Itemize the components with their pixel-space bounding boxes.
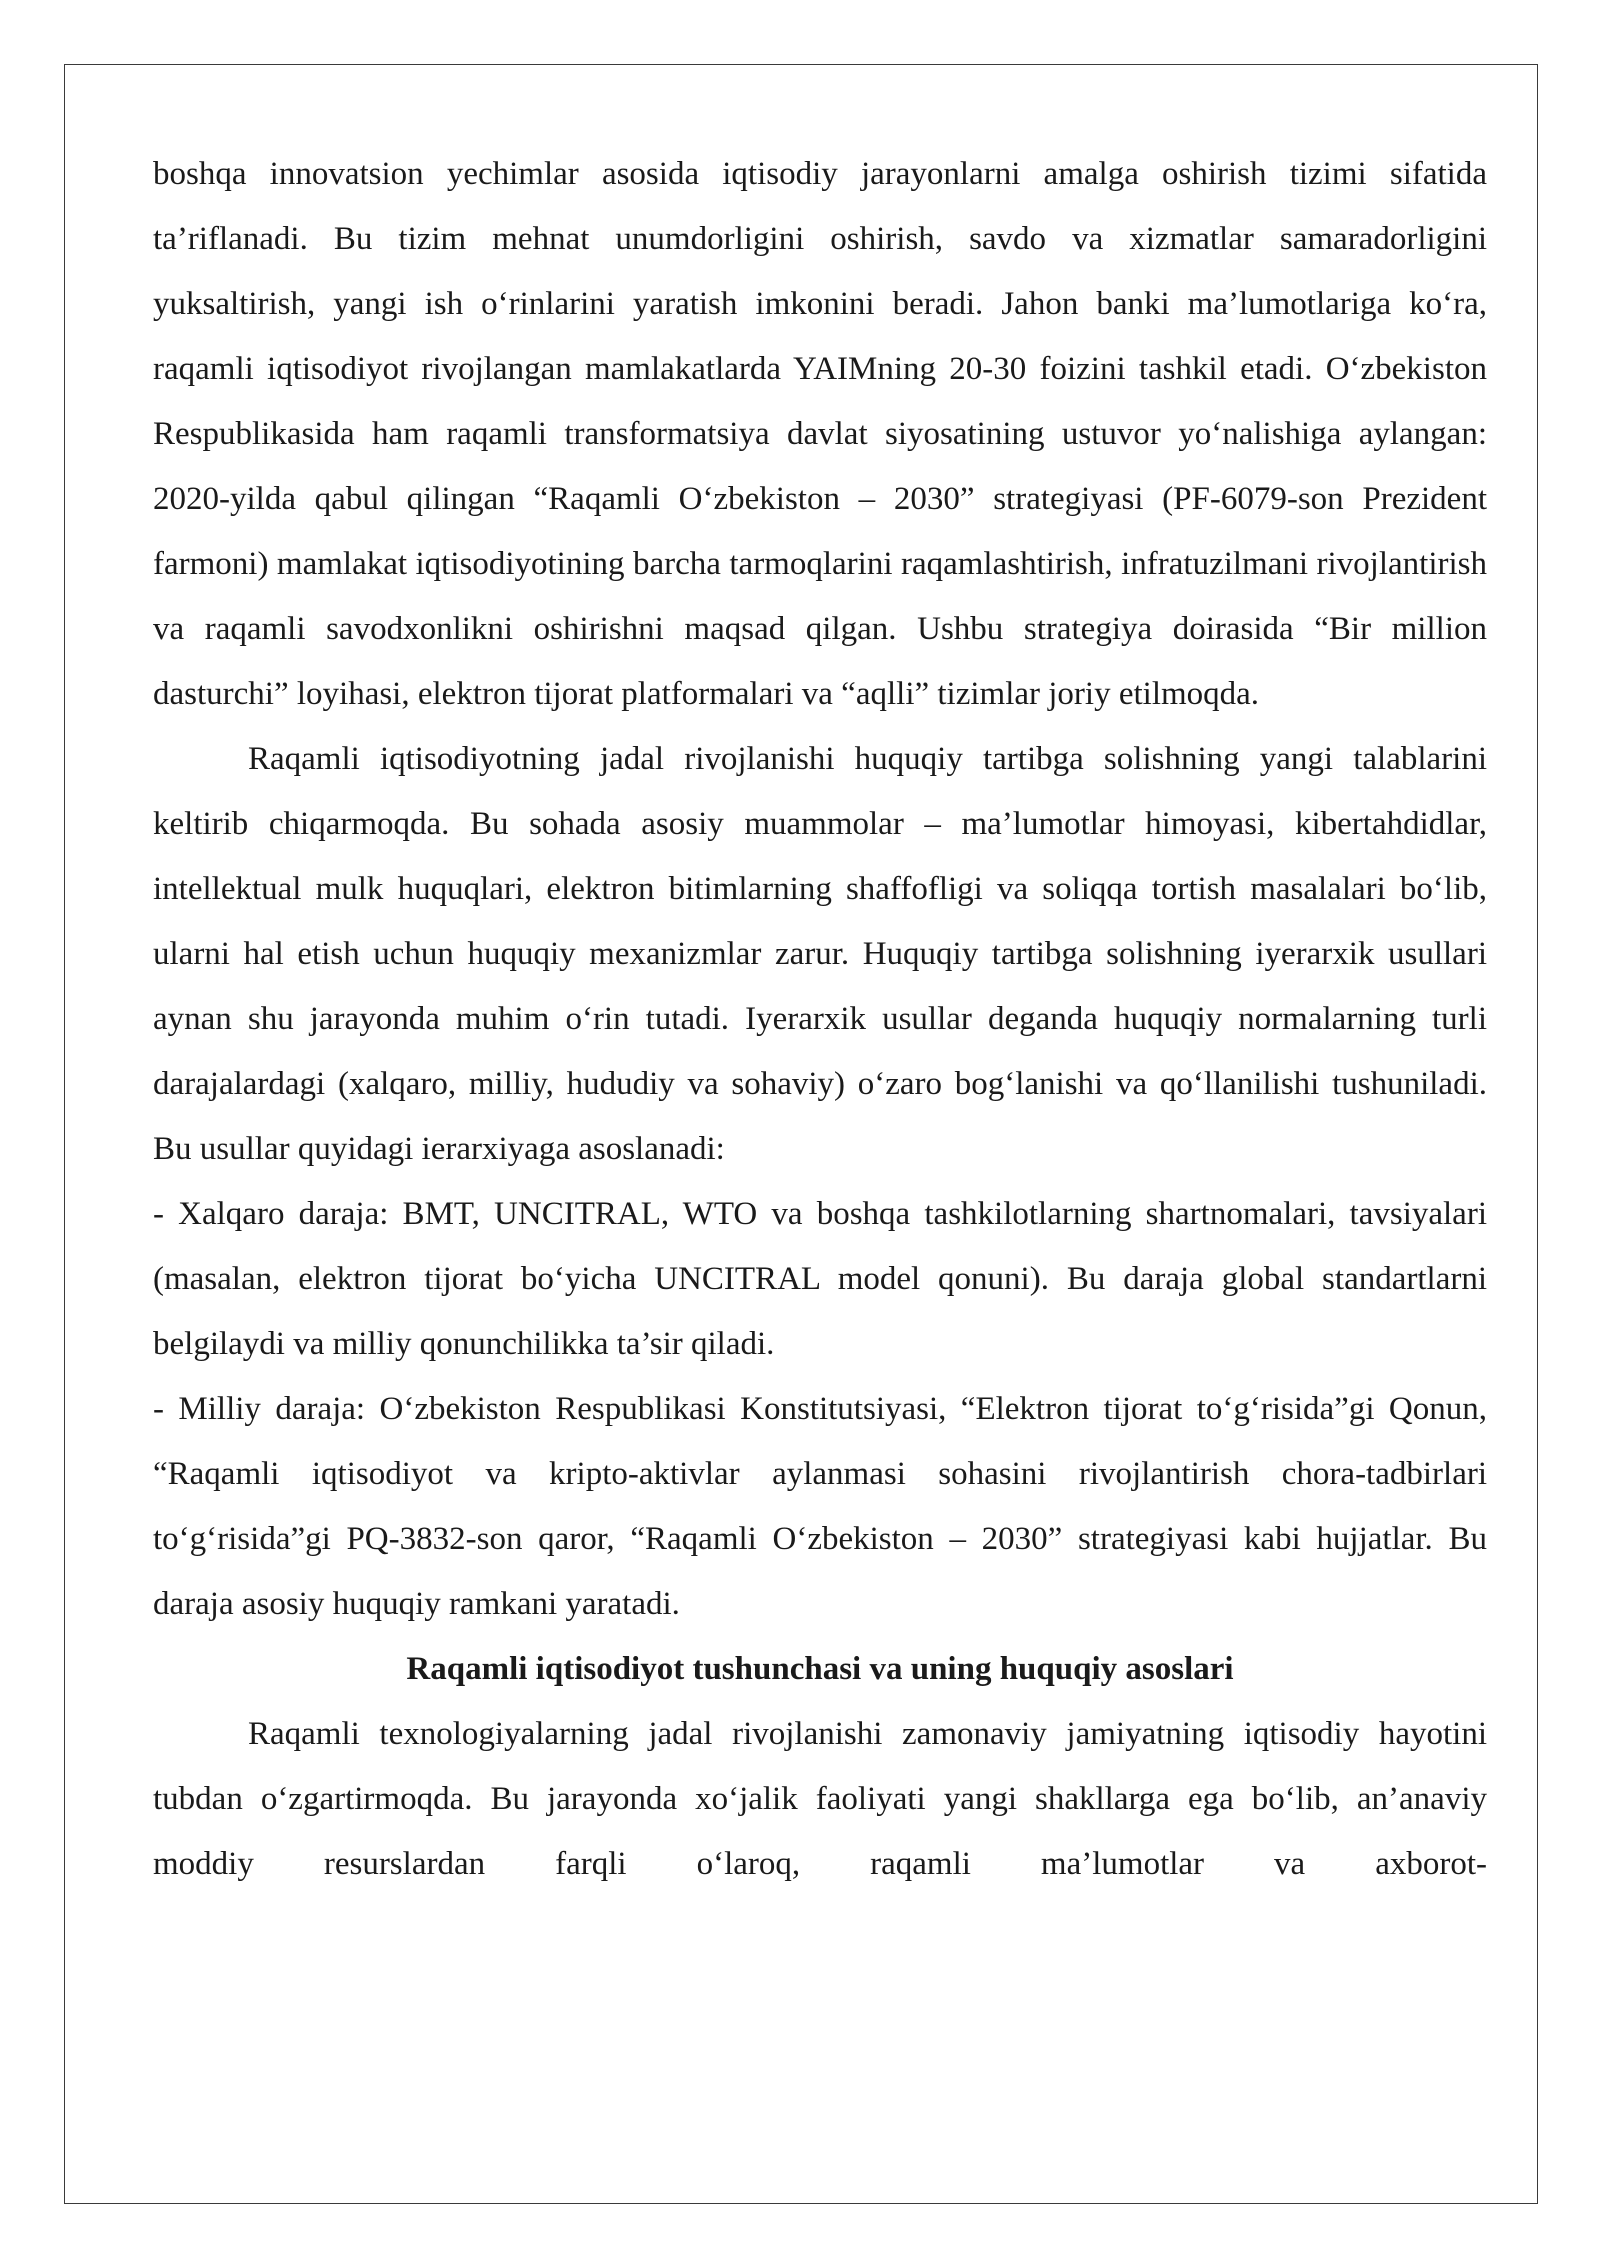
document-body <box>153 142 1487 1897</box>
paragraph-legal-regulation: Raqamli iqtisodiyotning jadal rivojlanishi huquqiy tartibga solishning yangi talablarini keltirib chiqarmoqda. Bu sohada asosiy muammolar – ma’lumotlar himoyasi, kibertahdidlar, intellektual mulk huquqlari, elektron bitimlarning shaffofligi va soliqqa tortish masalalari bo‘lib, ularni hal etish uchun huquqiy mexanizmlar zarur. Huquqiy tartibga solishning iyerarxik usullari aynan shu jarayonda muhim o‘rin tutadi. Iyerarxik usullar deganda huquqiy normalarning turli darajalardagi (xalqaro, milliy, hududiy va sohaviy) o‘zaro bog‘lanishi va qo‘llanilishi tushuniladi. Bu usullar quyidagi ierarxiyaga asoslanadi: <box>153 741 1487 1167</box>
paragraph-intro-continuation: boshqa innovatsion yechimlar asosida iqtisodiy jarayonlarni amalga oshirish tizimi sifatida ta’riflanadi. Bu tizim mehnat unumdorligini oshirish, savdo va xizmatlar samaradorligini yuksaltirish, yangi ish o‘rinlarini yaratish imkonini beradi. Jahon banki ma’lumotlariga ko‘ra, raqamli iqtisodiyot rivojlangan mamlakatlarda YAIMning 20-30 foizini tashkil etadi. O‘zbekiston Respublikasida ham raqamli transformatsiya davlat siyosatining ustuvor yo‘nalishiga aylangan: 2020-yilda qabul qilingan “Raqamli O‘zbekiston – 2030” strategiyasi (PF-6079-son Prezident farmoni) mamlakat iqtisodiyotining barcha tarmoqlarini raqamlashtirish, infratuzilmani rivojlantirish va raqamli savodxonlikni oshirishni maqsad qilgan. Ushbu strategiya doirasida “Bir million dasturchi” loyihasi, elektron tijorat platformalari va “aqlli” tizimlar joriy etilmoqda. <box>153 156 1487 712</box>
section-heading: Raqamli iqtisodiyot tushunchasi va uning huquqiy asoslari <box>406 1651 1234 1687</box>
list-item-international-level: - Xalqaro daraja: BMT, UNCITRAL, WTO va boshqa tashkilotlarning shartnomalari, tavsiyalari (masalan, elektron tijorat bo‘yicha UNCITRAL model qonuni). Bu daraja global standartlarni belgilaydi va milliy qonunchilikka ta’sir qiladi. <box>153 1196 1487 1362</box>
paragraph-section-intro: Raqamli texnologiyalarning jadal rivojlanishi zamonaviy jamiyatning iqtisodiy hayotini tubdan o‘zgartirmoqda. Bu jarayonda xo‘jalik faoliyati yangi shakllarga ega bo‘lib, an’anaviy moddiy resurslardan farqli o‘laroq, raqamli ma’lumotlar va axborot- <box>153 1716 1487 1882</box>
list-item-national-level: - Milliy daraja: O‘zbekiston Respublikasi Konstitutsiyasi, “Elektron tijorat to‘g‘risida”gi Qonun, “Raqamli iqtisodiyot va kripto-aktivlar aylanmasi sohasini rivojlantirish chora-tadbirlari to‘g‘risida”gi PQ-3832-son qaror, “Raqamli O‘zbekiston – 2030” strategiyasi kabi hujjatlar. Bu daraja asosiy huquqiy ramkani yaratadi. <box>153 1391 1487 1622</box>
